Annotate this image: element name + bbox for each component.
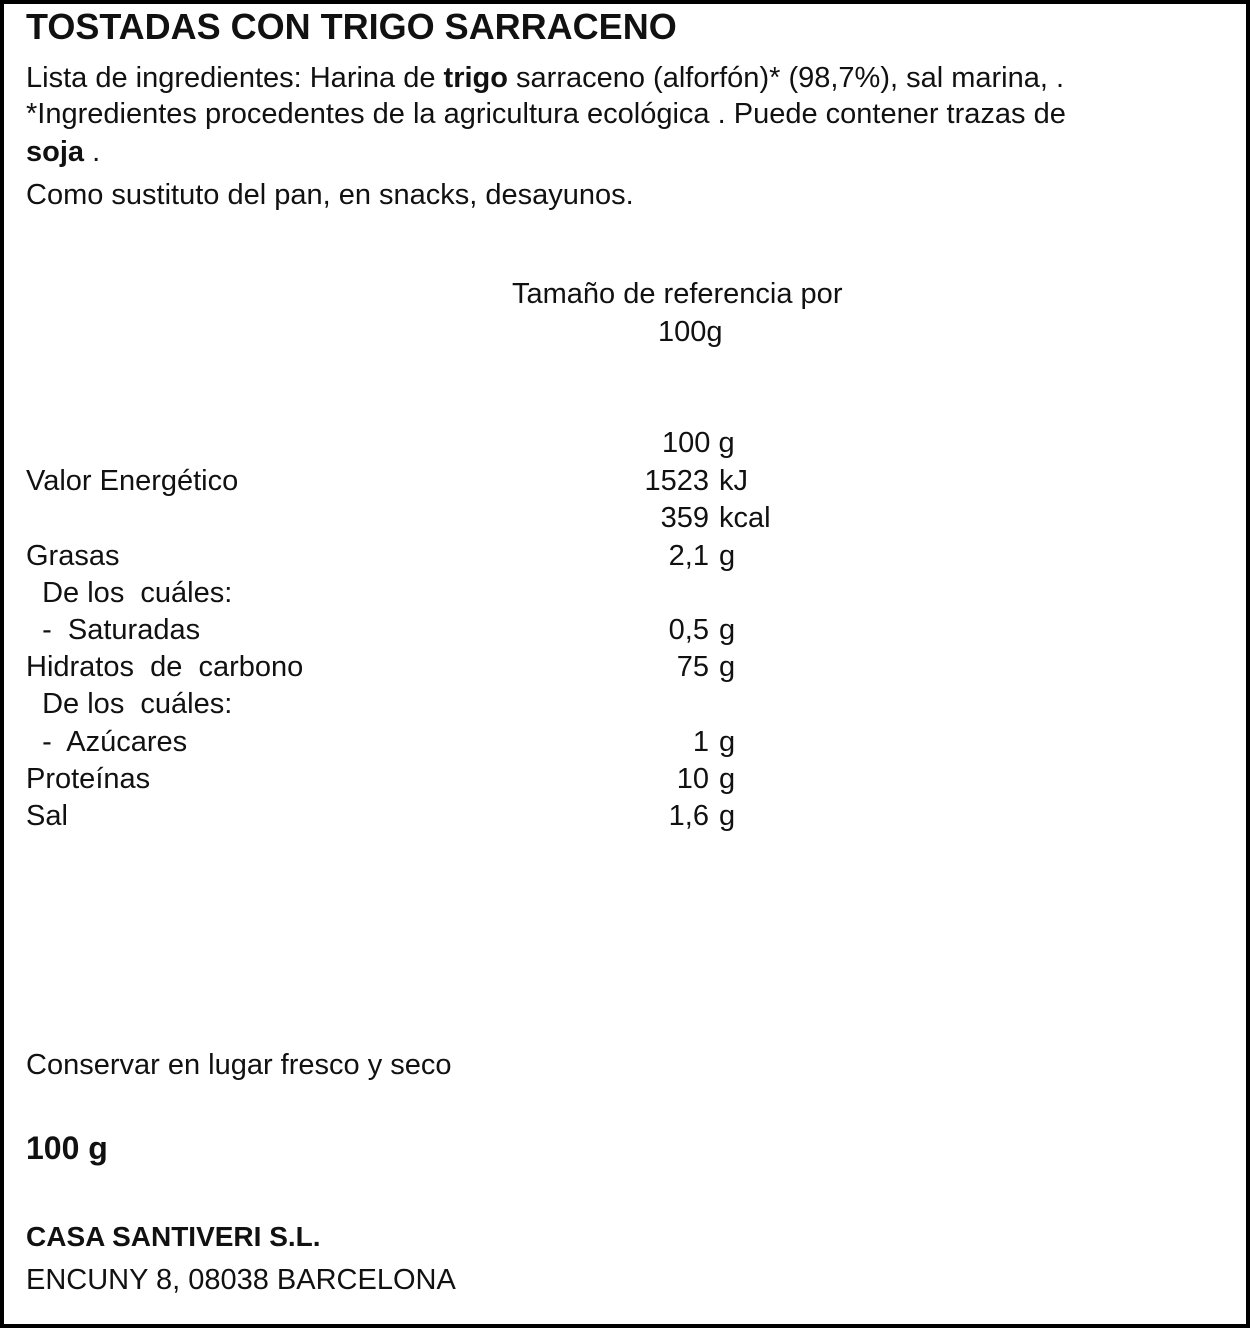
nutrient-unit-azucares: g <box>719 726 736 758</box>
nutrient-label-de-los-cuales-2: De los cuáles: <box>26 688 233 720</box>
nutrient-value-saturadas: 0,5 <box>668 614 709 646</box>
energy-kj-value: 1523 <box>644 465 709 497</box>
storage-instructions: Conservar en lugar fresco y seco <box>26 1049 452 1081</box>
ingredients-allergen-soja: soja <box>26 136 85 168</box>
nutrient-value-hidratos: 75 <box>676 651 709 683</box>
reference-size-line-1: Tamaño de referencia por <box>512 278 843 310</box>
nutrient-label-azucares: - Azúcares <box>26 726 188 758</box>
ingredients-suffix: sarraceno (alforfón)* (98,7%), sal marina, . <box>507 62 1065 94</box>
nutrient-label-proteinas: Proteínas <box>26 763 151 795</box>
nutrient-unit-proteinas: g <box>719 763 736 795</box>
nutrient-value-sal: 1,6 <box>668 800 709 832</box>
nutrient-label-hidratos: Hidratos de carbono <box>26 651 304 683</box>
nutrient-label-de-los-cuales-1: De los cuáles: <box>26 577 233 609</box>
company-name: CASA SANTIVERI S.L. <box>26 1221 321 1252</box>
ingredients-line-2: *Ingredientes procedentes de la agricultura ecológica . Puede contener trazas de <box>26 98 1066 130</box>
energy-kj-unit: kJ <box>719 465 748 497</box>
net-weight: 100 g <box>26 1130 108 1166</box>
ingredients-line-1 <box>26 64 1064 93</box>
nutrient-value-proteinas: 10 <box>676 763 709 795</box>
energy-kcal-unit: kcal <box>719 502 771 534</box>
ingredients-line-3 <box>26 138 100 167</box>
ingredients-allergen-trigo: trigo <box>443 62 508 94</box>
nutrient-label-grasas: Grasas <box>26 540 120 572</box>
nutrient-unit-hidratos: g <box>719 651 736 683</box>
nutrient-label-saturadas: - Saturadas <box>26 614 201 646</box>
nutrient-value-grasas: 2,1 <box>668 540 709 572</box>
ingredients-prefix: Lista de ingredientes: Harina de <box>26 62 444 94</box>
reference-size-line-2: 100g <box>658 316 723 348</box>
nutrition-column-header: 100 g <box>662 427 735 459</box>
nutrient-label-sal: Sal <box>26 800 68 832</box>
product-title: TOSTADAS CON TRIGO SARRACENO <box>26 6 677 47</box>
nutrient-unit-grasas: g <box>719 540 736 572</box>
nutrient-value-azucares: 1 <box>692 726 709 758</box>
company-address: ENCUNY 8, 08038 BARCELONA <box>26 1264 456 1296</box>
energy-kcal-value: 359 <box>660 502 709 534</box>
nutrient-unit-sal: g <box>719 800 736 832</box>
energy-label: Valor Energético <box>26 465 239 497</box>
usage-text: Como sustituto del pan, en snacks, desayunos. <box>26 179 634 211</box>
nutrient-unit-saturadas: g <box>719 614 736 646</box>
ingredients-line-3-suffix: . <box>84 136 101 168</box>
